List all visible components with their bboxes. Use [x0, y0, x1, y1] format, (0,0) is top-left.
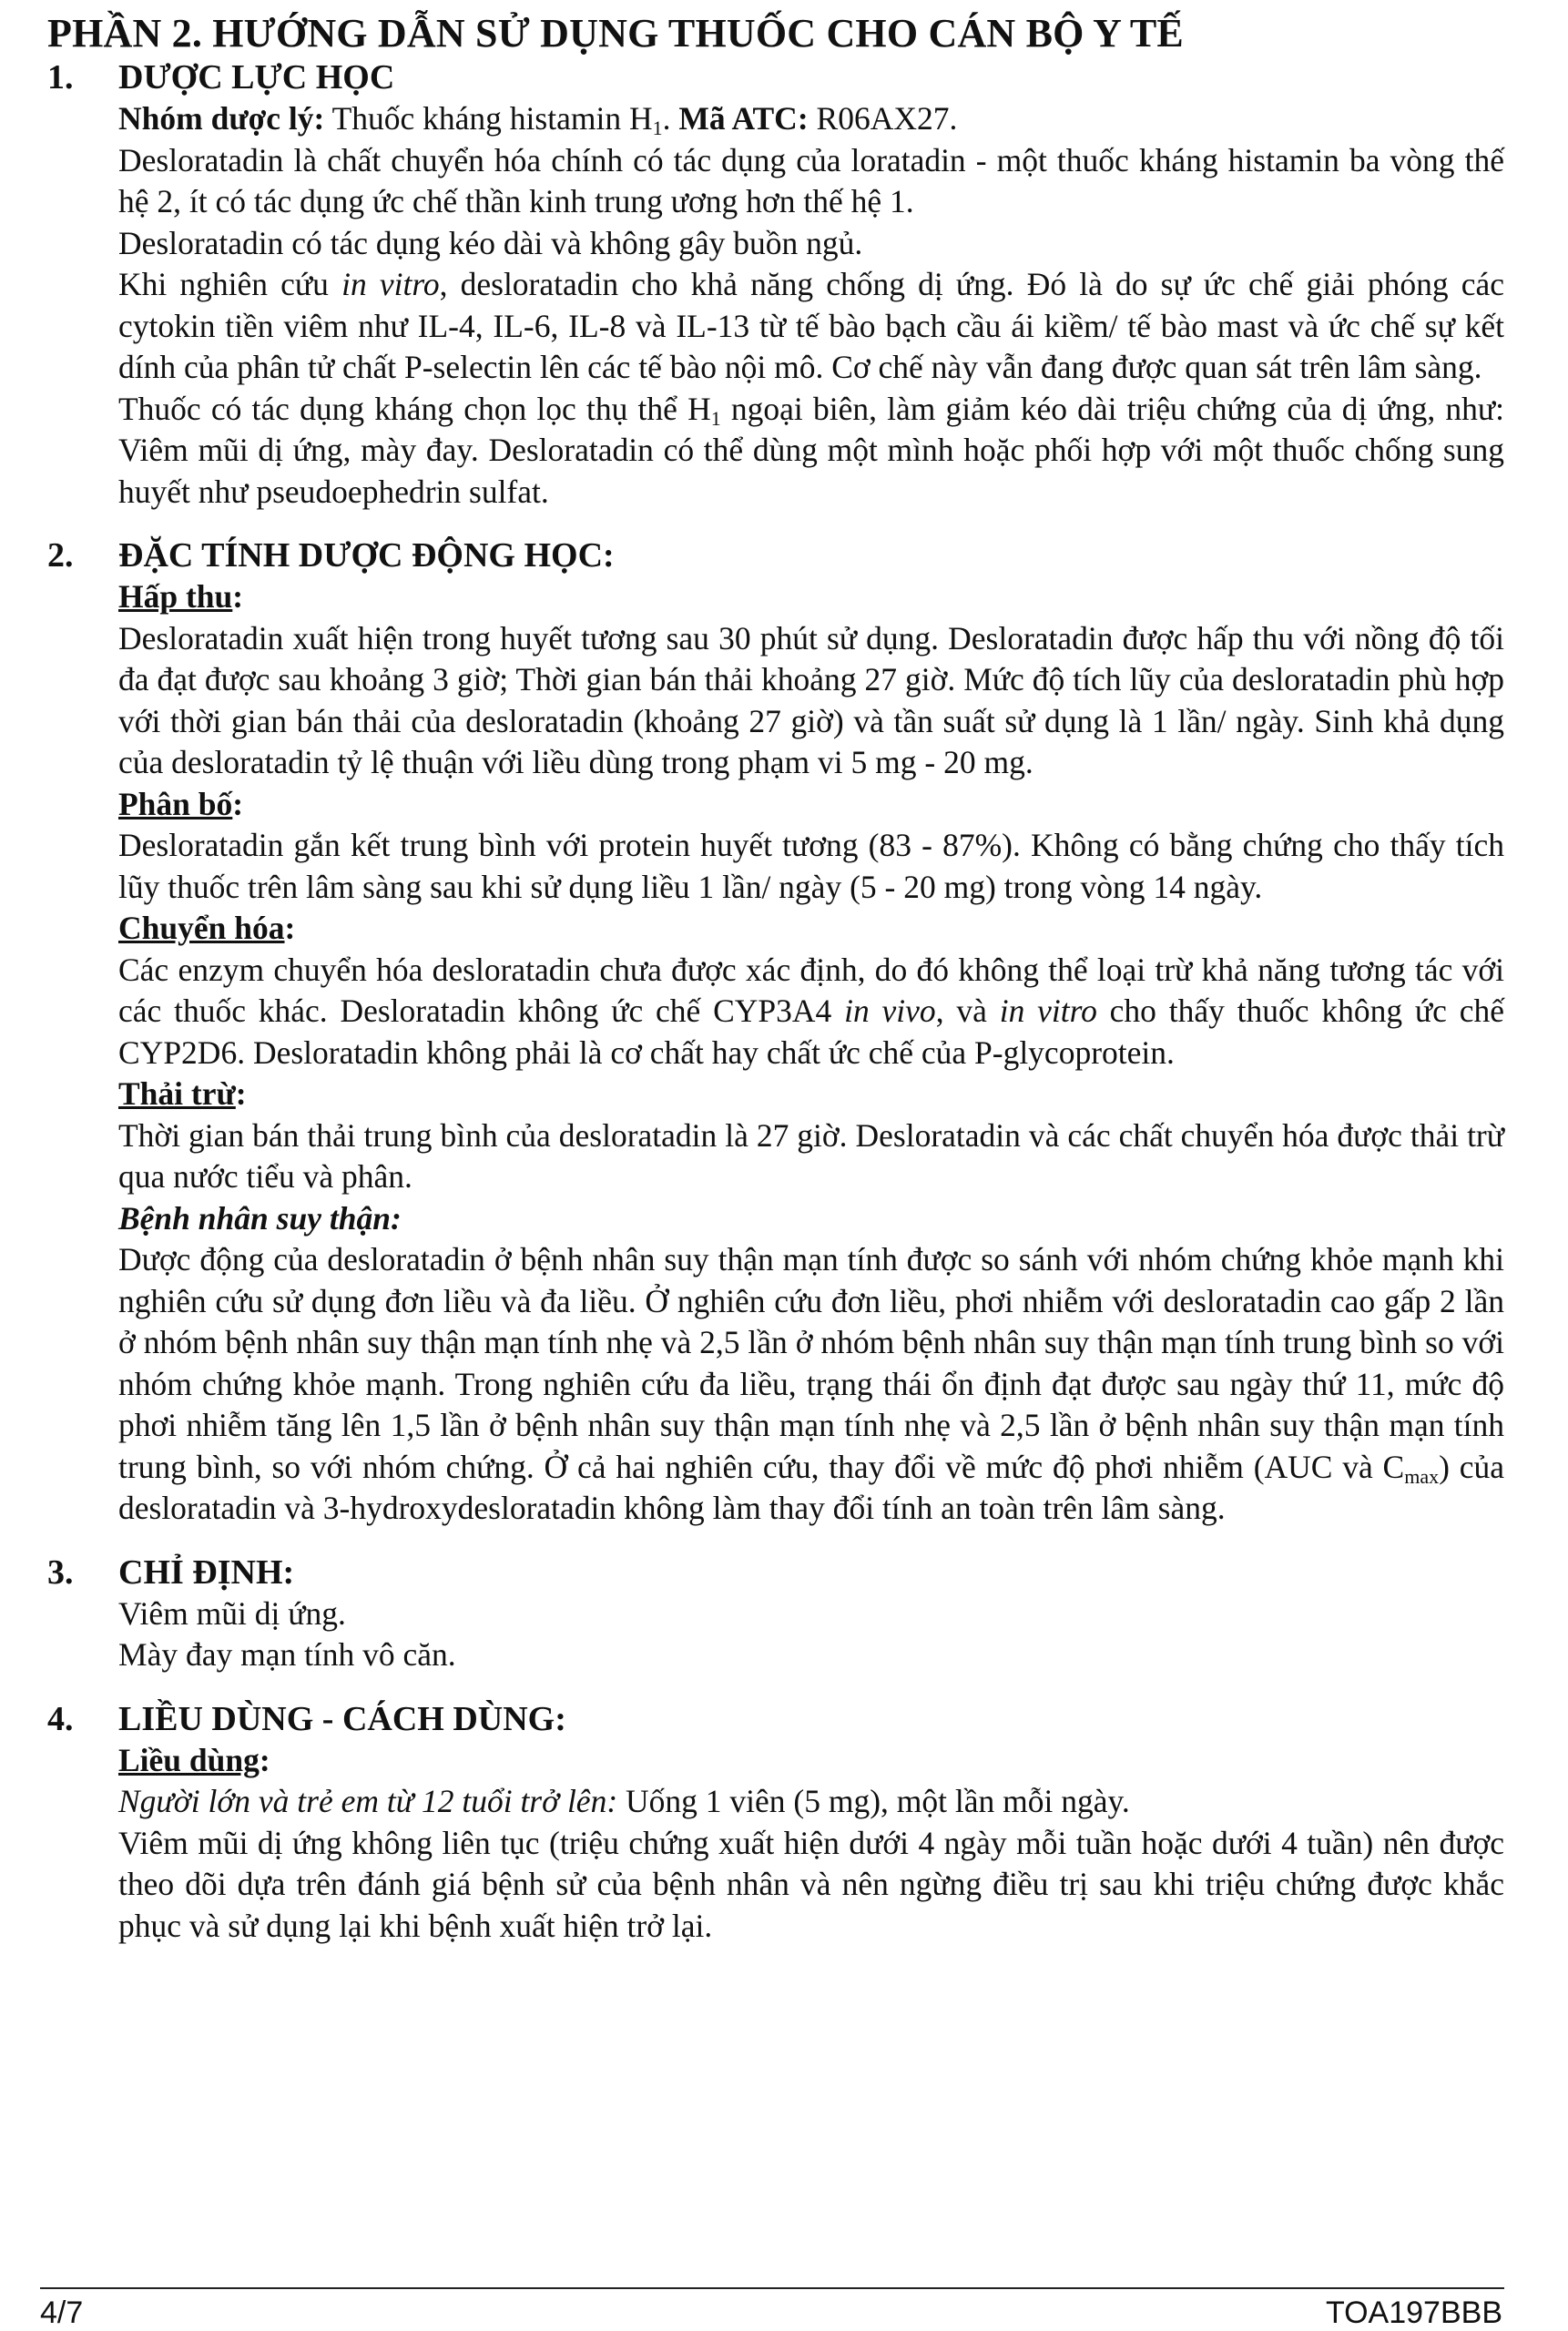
- paragraph: Desloratadin gắn kết trung bình với protein huyết tương (83 - 87%). Không có bằng chứng cho thấy tích lũy thuốc trên lâm sàng sau khi sử dụng liều 1 lần/ ngày (5 - 20 mg) trong vòng 14 ngày.: [118, 827, 1504, 905]
- paragraph: [118, 1239, 1504, 1530]
- text: ngoại biên, làm giảm kéo dài triệu chứng của dị ứng, như: Viêm mũi dị ứng, mày đay. Desloratadin có thể dùng một mình hoặc phối hợp với một thuốc chống sung huyết như pseudoephedrin sulfat.: [118, 390, 1505, 510]
- section-number: 1.: [47, 58, 74, 97]
- section-pharmacokinetics: [47, 534, 1504, 1530]
- subscript: max: [1404, 1464, 1440, 1488]
- paragraph: [118, 264, 1504, 389]
- italic-text: in vitro: [999, 992, 1097, 1029]
- section-body: [118, 576, 1504, 1530]
- text: , và: [935, 992, 1000, 1029]
- subscript: 1: [652, 117, 663, 140]
- italic-text: Người lớn và trẻ em từ 12 tuổi trở lên:: [118, 1783, 618, 1819]
- section-number: 2.: [47, 536, 74, 575]
- paragraph: Viêm mũi dị ứng không liên tục (triệu chứng xuất hiện dưới 4 ngày mỗi tuần hoặc dưới 4 tuần) nên được theo dõi dựa trên đánh giá bệnh sử của bệnh nhân và nên ngừng điều trị sau khi triệu chứng được khắc phục và sử dụng lại khi bệnh xuất hiện trở lại.: [118, 1824, 1504, 1944]
- section-indications: [47, 1552, 1504, 1676]
- italic-text: in vivo: [844, 992, 936, 1029]
- section-heading: [47, 1698, 1504, 1740]
- page-footer: [40, 2295, 1502, 2331]
- group-label: Nhóm dược lý:: [118, 100, 325, 137]
- paragraph: Desloratadin có tác dụng kéo dài và không gây buồn ngủ.: [118, 224, 863, 261]
- paragraph: Thời gian bán thải trung bình của desloratadin là 27 giờ. Desloratadin và các chất chuyển hóa được thải trừ qua nước tiểu và phân.: [118, 1116, 1504, 1195]
- section-heading: [47, 1552, 1504, 1593]
- subheading-dose: Liều dùng:: [118, 1741, 270, 1778]
- text: Thuốc có tác dụng kháng chọn lọc thụ thể H: [118, 390, 711, 427]
- group-end: .: [662, 100, 679, 137]
- section-dosage: [47, 1698, 1504, 1948]
- text: Các enzym chuyển hóa desloratadin chưa được xác định, do đó không thể loại trừ khả năng tương tác với các thuốc khác. Desloratadin không ức chế CYP3A4: [118, 951, 1504, 1029]
- pharmacologic-group: [118, 98, 1504, 140]
- subheading-label: Phân bố: [118, 785, 233, 822]
- italic-text: in vitro: [341, 266, 440, 302]
- document-code: TOA197BBB: [1325, 2295, 1502, 2330]
- document-page: [47, 11, 1504, 1947]
- text: Khi nghiên cứu: [118, 266, 342, 302]
- section-heading: [47, 56, 1504, 98]
- section-body: [118, 1593, 1504, 1676]
- subheading-metabolism: Chuyển hóa:: [118, 910, 296, 946]
- section-body: [118, 1740, 1504, 1948]
- text: Uống 1 viên (5 mg), một lần mỗi ngày.: [617, 1783, 1130, 1819]
- text: cho thấy thuốc không ức chế CYP2D6. Desloratadin không phải là cơ chất hay chất ức chế của P-glycoprotein.: [118, 992, 1504, 1071]
- subheading-label: Bệnh nhân suy thận:: [118, 1199, 402, 1237]
- paragraph: Desloratadin xuất hiện trong huyết tương sau 30 phút sử dụng. Desloratadin được hấp thu với nồng độ tối đa đạt được sau khoảng 3 giờ; Thời gian bán thải khoảng 27 giờ. Mức độ tích lũy của desloratadin phù hợp với thời gian bán thải của desloratadin (khoảng 27 giờ) và tần suất sử dụng là 1 lần/ ngày. Sinh khả dụng của desloratadin tỷ lệ thuận với liều dùng trong phạm vi 5 mg - 20 mg.: [118, 619, 1504, 780]
- footer-divider: [40, 2287, 1504, 2289]
- group-value: Thuốc kháng histamin H: [324, 100, 653, 137]
- text: Dược động của desloratadin ở bệnh nhân suy thận mạn tính được so sánh với nhóm chứng khỏe mạnh khi nghiên cứu sử dụng đơn liều và đa liều. Ở nghiên cứu đơn liều, phơi nhiễm với desloratadin cao gấp 2 lần ở nhóm bệnh nhân suy thận mạn tính nhẹ và 2,5 lần ở nhóm bệnh nhân suy thận mạn tính trung bình so với nhóm chứng khỏe mạnh. Trong nghiên cứu đa liều, trạng thái ổn định đạt được sau ngày thứ 11, mức độ phơi nhiễm tăng lên 1,5 lần ở bệnh nhân suy thận mạn tính nhẹ và 2,5 lần ở bệnh nhân suy thận mạn tính trung bình, so với nhóm chứng. Ở cả hai nghiên cứu, thay đổi về mức độ phơi nhiễm (AUC và C: [118, 1241, 1504, 1485]
- subheading-label: Hấp thu: [118, 578, 233, 615]
- paragraph: [118, 1781, 1504, 1823]
- section-title: ĐẶC TÍNH DƯỢC ĐỘNG HỌC:: [118, 536, 615, 575]
- text: , desloratadin cho khả năng chống dị ứng. Đó là do sự ức chế giải phóng các cytokin tiền viêm như IL-4, IL-6, IL-8 và IL-13 từ tế bào bạch cầu ái kiềm/ tế bào mast và ức chế sự kết dính của phân tử chất P-selectin lên các tế bào nội mô. Cơ chế này vẫn đang được quan sát trên lâm sàng.: [118, 266, 1505, 385]
- subheading-label: Chuyển hóa: [118, 910, 285, 946]
- section-title: LIỀU DÙNG - CÁCH DÙNG:: [118, 1699, 566, 1738]
- list-item: Viêm mũi dị ứng.: [118, 1594, 346, 1632]
- subheading-absorption: Hấp thu:: [118, 578, 244, 615]
- section-number: 4.: [47, 1699, 74, 1738]
- paragraph: [118, 389, 1504, 514]
- paragraph: Desloratadin là chất chuyển hóa chính có tác dụng của loratadin - một thuốc kháng histamin ba vòng thế hệ 2, ít có tác dụng ức chế thần kinh trung ương hơn thế hệ 1.: [118, 141, 1504, 219]
- section-pharmacodynamics: [47, 56, 1504, 513]
- paragraph: [118, 950, 1504, 1074]
- subheading-label: Thải trừ: [118, 1075, 236, 1112]
- subheading-distribution: Phân bố:: [118, 785, 244, 822]
- subscript: 1: [710, 406, 721, 430]
- section-title: DƯỢC LỰC HỌC: [118, 58, 395, 97]
- subheading-label: Liều dùng: [118, 1741, 260, 1778]
- text: ) của desloratadin và 3-hydroxydesloratadin không làm thay đổi tính an toàn trên lâm sàng.: [118, 1448, 1504, 1526]
- section-title: CHỈ ĐỊNH:: [118, 1552, 295, 1592]
- subheading-excretion: Thải trừ:: [118, 1075, 247, 1112]
- page-number: 4/7: [40, 2295, 84, 2330]
- section-body: [118, 98, 1504, 513]
- atc-value: R06AX27.: [808, 100, 958, 137]
- subheading-renal-impairment: [118, 1198, 1504, 1240]
- list-item: Mày đay mạn tính vô căn.: [118, 1636, 456, 1673]
- section-heading: [47, 534, 1504, 576]
- section-number: 3.: [47, 1552, 74, 1592]
- part-heading: PHẦN 2. HƯỚNG DẪN SỬ DỤNG THUỐC CHO CÁN BỘ Y TẾ: [47, 11, 1184, 56]
- atc-label: Mã ATC:: [678, 100, 809, 137]
